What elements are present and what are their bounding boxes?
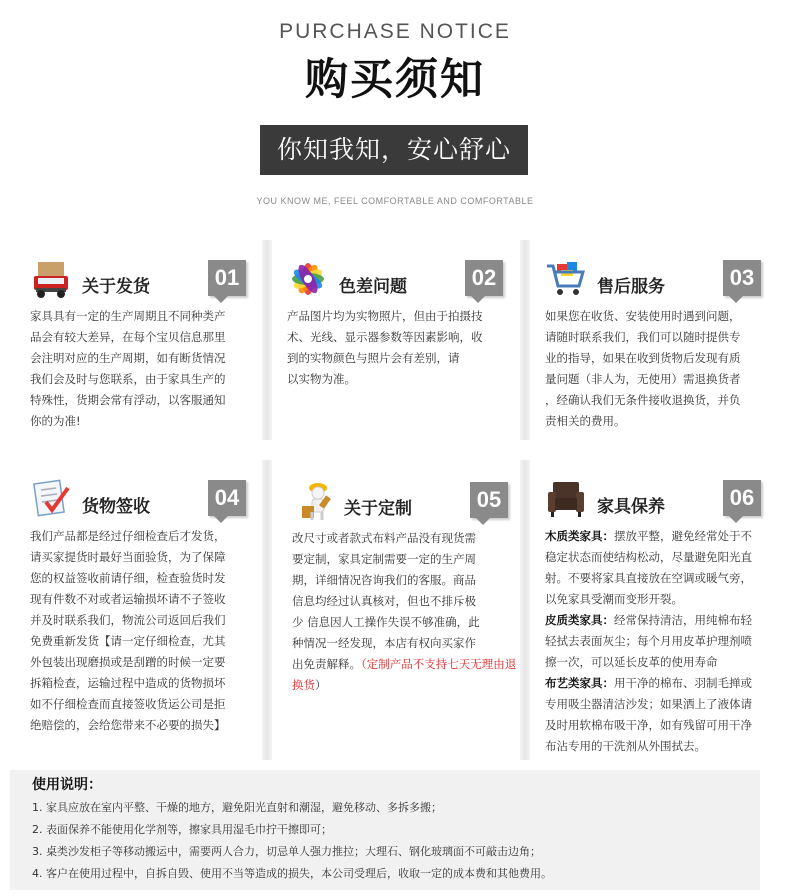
card-receipt xyxy=(30,470,260,736)
body-line: 如果您在收货、安装使用时遇到问题， xyxy=(545,309,741,323)
truck-icon xyxy=(30,258,72,300)
header-title-en: PURCHASE NOTICE xyxy=(279,20,511,43)
red-note-paren: ） xyxy=(315,678,327,692)
card-title: 关于定制 xyxy=(344,499,412,519)
maintenance-section xyxy=(545,610,757,673)
slogan-subtitle: YOU KNOW ME, FEEL COMFORTABLE AND COMFORTABLE xyxy=(256,196,534,206)
body-line: 品会有较大差异，在每个宝贝信息那里 xyxy=(30,330,226,344)
body-line: 产品图片均为实物照片，但由于拍摄技 xyxy=(287,309,483,323)
red-note: 定制产品不支持七天无理由退换货 xyxy=(292,657,517,692)
body-line: 会注明对应的生产周期，如有断货情况 xyxy=(30,351,226,365)
section-text: 摆放平整，避免经常处于不稳定状态而使结构松动，尽量避免阳光直射。不要将家具直接放在空调或暖气旁，以免家具受潮而变形开裂。 xyxy=(545,529,752,606)
section-label: 布艺类家具： xyxy=(545,676,614,690)
body-line: 如不仔细检查而直接签收货运公司是拒 xyxy=(30,697,226,711)
usage-item: 3. 桌类沙发柜子等移动搬运中，需要两人合力，切忌单人强力推拉；大理石、钢化玻璃面不可敲击边角； xyxy=(32,845,541,858)
card-maintenance xyxy=(545,470,775,757)
checklist-icon xyxy=(30,478,72,520)
maintenance-section xyxy=(545,673,757,757)
card-title: 家具保养 xyxy=(597,497,665,517)
section-label: 木质类家具： xyxy=(545,529,614,543)
body-line: 并及时联系我们，物流公司返回后我们 xyxy=(30,613,226,627)
column-divider xyxy=(262,240,272,440)
card-color-difference xyxy=(287,250,517,390)
body-line: 拆箱检查，运输过程中造成的货物损坏 xyxy=(30,676,226,690)
armchair-icon xyxy=(545,478,587,520)
body-line: 特殊性，货期会常有浮动，以客服通知 xyxy=(30,393,226,407)
body-line: 种情况一经发现，本店有权向买家作 xyxy=(292,636,476,650)
body-line: 外包装出现磨损或是刮蹭的时候一定要 xyxy=(30,655,226,669)
body-line: 以实物为准。 xyxy=(287,372,356,386)
column-divider xyxy=(520,240,530,440)
body-line: 绝赔偿的，会给您带来不必要的损失】 xyxy=(30,718,226,732)
body-line: 你的为准! xyxy=(30,414,81,428)
card-body xyxy=(545,526,757,757)
body-line: 责相关的费用。 xyxy=(545,414,626,428)
usage-item: 4. 客户在使用过程中，自拆自毁、使用不当等造成的损失，本公司受理后，收取一定的成本费和其他费用。 xyxy=(32,867,552,880)
card-number-badge: 03 xyxy=(723,260,761,296)
card-shipping xyxy=(30,250,260,432)
card-title: 色差问题 xyxy=(339,277,407,297)
body-line: 期，详细情况咨询我们的客服。商品 xyxy=(292,573,476,587)
section-text: 用干净的棉布、羽制毛掸或专用吸尘器清洁沙发；如果洒上了液体请及时用软棉布吸干净，如有残留可用干净布沾专用的干洗剂从外围拭去。 xyxy=(545,676,752,753)
usage-item: 1. 家具应放在室内平整、干燥的地方，避免阳光直射和潮湿，避免移动、多拆多搬； xyxy=(32,801,442,814)
card-title: 货物签收 xyxy=(82,497,150,517)
section-text: 经常保持清洁，用纯棉布轻轻拭去表面灰尘；每个月用皮革护理剂喷擦一次，可以延长皮革的使用寿命 xyxy=(545,613,752,669)
card-body xyxy=(287,306,517,390)
usage-item: 2. 表面保养不能使用化学剂等，擦家具用湿毛巾拧干擦即可； xyxy=(32,823,332,836)
card-number-badge: 01 xyxy=(208,260,246,296)
body-line: 家具具有一定的生产周期且不同种类产 xyxy=(30,309,226,323)
section-label: 皮质类家具： xyxy=(545,613,614,627)
body-line: 业的指导，如果在收到货物后发现有质 xyxy=(545,351,741,365)
body-line: 我们产品都是经过仔细检查后才发货， xyxy=(30,529,226,543)
usage-title: 使用说明： xyxy=(32,777,102,793)
custom-worker-icon xyxy=(300,480,342,522)
card-body xyxy=(545,306,775,432)
card-title: 售后服务 xyxy=(597,277,665,297)
card-number-badge: 06 xyxy=(723,480,761,516)
body-line: 少 信息因人工操作失误不够准确，此 xyxy=(292,615,480,629)
body-line: 改尺寸或者款式布料产品没有现货需 xyxy=(292,531,476,545)
card-body xyxy=(292,528,522,696)
color-wheel-icon xyxy=(287,258,329,300)
card-number-badge: 04 xyxy=(208,480,246,516)
body-line: 量问题（非人为，无使用）需退换货者 xyxy=(545,372,741,386)
card-title: 关于发货 xyxy=(82,277,150,297)
body-line: 到的实物颜色与照片会有差别，请 xyxy=(287,351,460,365)
card-number-badge: 05 xyxy=(470,482,508,518)
usage-instructions xyxy=(10,770,760,890)
card-after-sales xyxy=(545,250,775,432)
body-line: 请随时联系我们，我们可以随时提供专 xyxy=(545,330,741,344)
shopping-cart-icon xyxy=(545,258,587,300)
maintenance-section xyxy=(545,526,757,610)
slogan-banner: 你知我知，安心舒心 xyxy=(260,125,528,175)
body-line: 信息均经过认真核对，但也不排斥极 xyxy=(292,594,476,608)
body-text: 出免责解释。 xyxy=(292,657,361,671)
body-line xyxy=(292,654,522,696)
card-customization xyxy=(292,472,522,696)
body-line: 您的权益签收前请仔细，检查验货时发 xyxy=(30,571,226,585)
body-line: 免费重新发货【请一定仔细检查，尤其 xyxy=(30,634,226,648)
column-divider xyxy=(262,460,272,760)
body-line: ，经确认我们无条件接收退换货，并负 xyxy=(545,393,741,407)
body-line: 现有件数不对或者运输损坏请不子签收 xyxy=(30,592,226,606)
body-line: 我们会及时与您联系，由于家具生产的 xyxy=(30,372,226,386)
usage-list xyxy=(32,797,552,885)
red-note-paren: （ xyxy=(361,657,367,671)
body-line: 请买家提货时最好当面验货，为了保障 xyxy=(30,550,226,564)
card-number-badge: 02 xyxy=(465,260,503,296)
body-line: 要定制，家具定制需要一定的生产周 xyxy=(292,552,476,566)
header-title-cn: 购买须知 xyxy=(305,55,485,105)
card-body xyxy=(30,526,260,736)
card-body xyxy=(30,306,260,432)
body-line: 术、光线、显示器参数等因素影响，收 xyxy=(287,330,483,344)
